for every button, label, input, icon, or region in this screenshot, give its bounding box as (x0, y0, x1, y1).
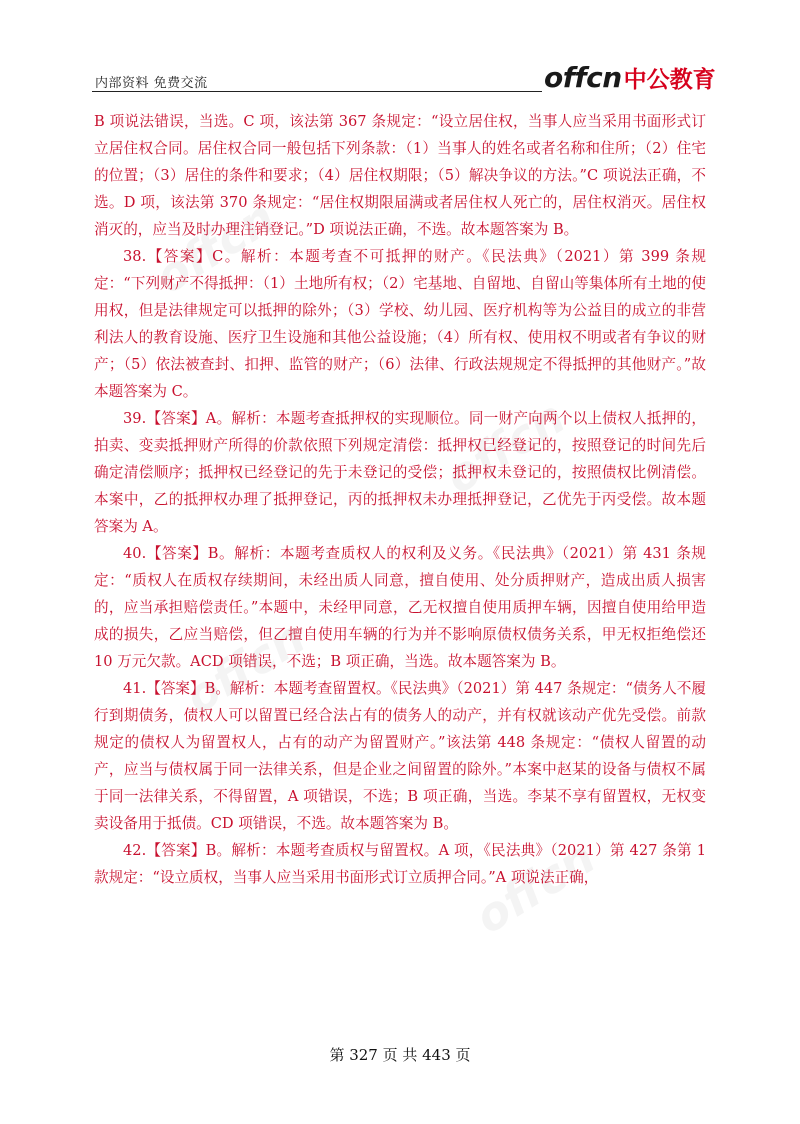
paragraph-continuation: B 项说法错误，当选。C 项，该法第 367 条规定：“设立居住权，当事人应当采用书面形式订立居住权合同。居住权合同一般包括下列条款：（1）当事人的姓名或者名称和住所；（2）住宅的位置；（3）居住的条件和要求；（4）居住权期限；（5）解决争议的方法。”C 项说法正确，不选。D 项，该法第 370 条规定：“居住权期限届满或者居住权人死亡的，居住权消灭。居住权消灭的，应当及时办理注销登记。”D 项说法正确，不选。故本题答案为 B。 (94, 113, 706, 238)
page-number: 第 327 页 共 443 页 (329, 1046, 471, 1064)
paragraph-q38: 38.【答案】C。解析：本题考查不可抵押的财产。《民法典》（2021）第 399 条规定：“下列财产不得抵押：（1）土地所有权；（2）宅基地、自留地、自留山等集体所有土地的使用权，但是法律规定可以抵押的除外；（3）学校、幼儿园、医疗机构等为公益目的成立的非营利法人的教育设施、医疗卫生设施和其他公益设施；（4）所有权、使用权不明或者有争议的财产；（5）依法被查封、扣押、监管的财产；（6）法律、行政法规规定不得抵押的其他财产。”故本题答案为 C。 (94, 248, 706, 400)
paragraph-q42: 42.【答案】B。解析：本题考查质权与留置权。A 项，《民法典》（2021）第 427 条第 1 款规定：“设立质权，当事人应当采用书面形式订立质押合同。”A 项说法正确， (94, 842, 706, 886)
paragraph-q39: 39.【答案】A。解析：本题考查抵押权的实现顺位。同一财产向两个以上债权人抵押的，拍卖、变卖抵押财产所得的价款依照下列规定清偿：抵押权已经登记的，按照登记的时间先后确定清偿顺序；抵押权已经登记的先于未登记的受偿；抵押权未登记的，按照债权比例清偿。本案中，乙的抵押权办理了抵押登记，丙的抵押权未办理抵押登记，乙优先于丙受偿。故本题答案为 A。 (94, 410, 706, 535)
header-divider (92, 91, 542, 92)
offcn-logo (544, 60, 716, 94)
logo-latin-text: offcn (544, 60, 622, 94)
document-body (94, 108, 706, 891)
logo-chinese-text: 中公教育 (623, 66, 716, 93)
paragraph-q41: 41.【答案】B。解析：本题考查留置权。《民法典》（2021）第 447 条规定：“债务人不履行到期债务，债权人可以留置已经合法占有的债务人的动产，并有权就该动产优先受偿。前款规定的债权人为留置权人，占有的动产为留置财产。”该法第 448 条规定：“债权人留置的动产，应当与债权属于同一法律关系，但是企业之间留置的除外。”本案中赵某的设备与债权不属于同一法律关系，不得留置，A 项错误，不选；B 项正确，当选。李某不享有留置权，无权变卖设备用于抵债。CD 项错误，不选。故本题答案为 B。 (94, 680, 706, 832)
paragraph-q40: 40.【答案】B。解析：本题考查质权人的权利及义务。《民法典》（2021）第 431 条规定：“质权人在质权存续期间，未经出质人同意，擅自使用、处分质押财产，造成出质人损害的，应当承担赔偿责任。”本题中，未经甲同意，乙无权擅自使用质押车辆，因擅自使用给甲造成的损失，乙应当赔偿，但乙擅自使用车辆的行为并不影响原债权债务关系，甲无权拒绝偿还 10 万元欠款。ACD 项错误，不选；B 项正确，当选。故本题答案为 B。 (94, 545, 706, 670)
header-label: 内部资料 免费交流 (95, 76, 208, 91)
